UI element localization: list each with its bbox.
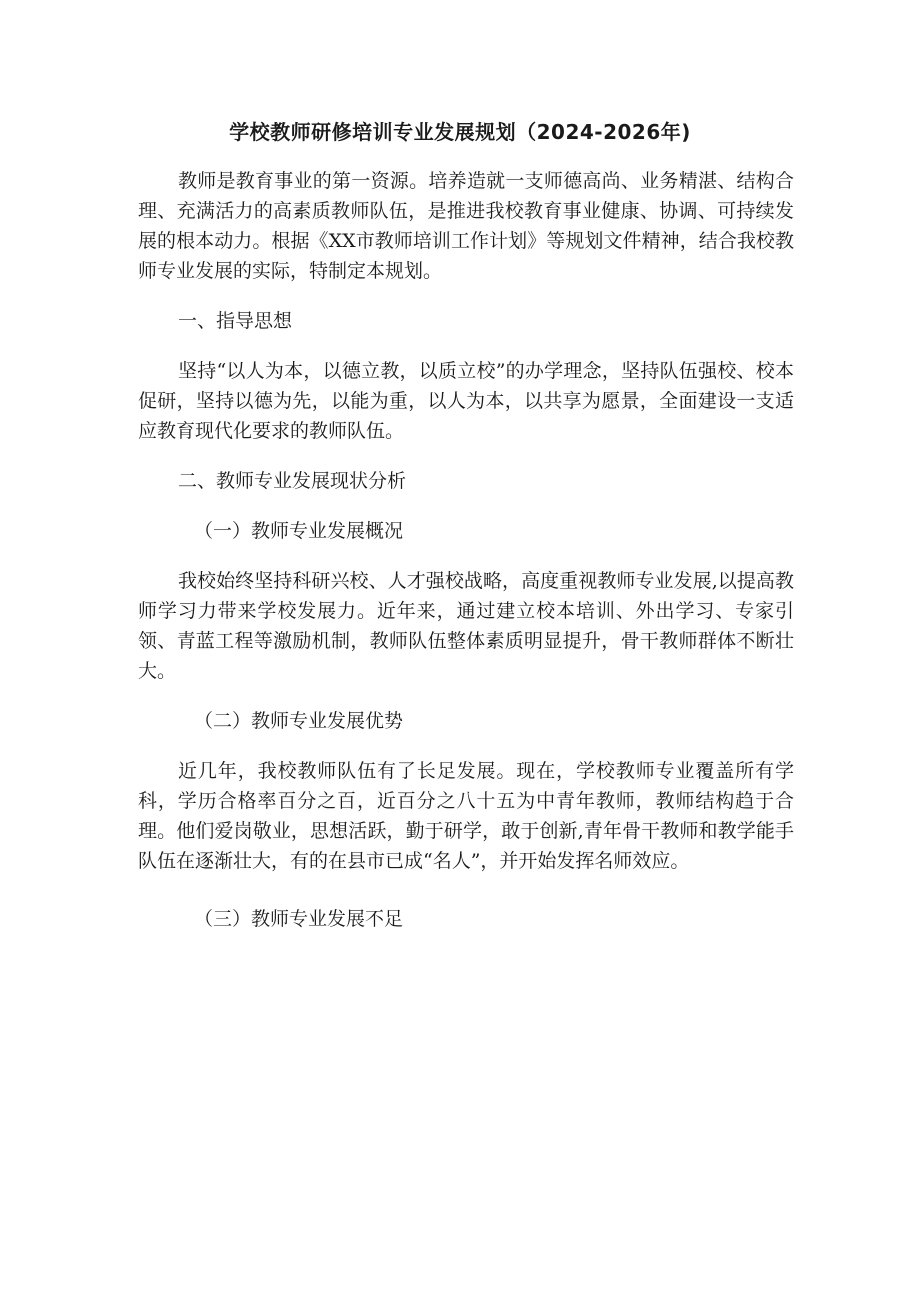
section-heading-status-analysis: 二、教师专业发展现状分析 xyxy=(178,470,407,492)
overview-paragraph: 我校始终坚持科研兴校、人才强校战略，高度重视教师专业发展,以提高教师学习力带来学校发展力。近年来，通过建立校本培训、外出学习、专家引领、青蓝工程等激励机制，教师队伍整体素质明显提升，骨干教师群体不断壮大。 xyxy=(138,570,794,682)
subsection-heading-advantages: （二）教师专业发展优势 xyxy=(194,710,404,732)
document-body xyxy=(138,166,794,954)
intro-paragraph: 教师是教育事业的第一资源。培养造就一支师德高尚、业务精湛、结构合理、充满活力的高素质教师队伍，是推进我校教育事业健康、协调、可持续发展的根本动力。根据《XX市教师培训工作计划》等规划文件精神，结合我校教师专业发展的实际，特制定本规划。 xyxy=(138,170,794,282)
section-heading-guiding-ideology: 一、指导思想 xyxy=(178,310,293,332)
subsection-heading-overview: （一）教师专业发展概况 xyxy=(194,520,404,542)
advantages-paragraph: 近几年，我校教师队伍有了长足发展。现在，学校教师专业覆盖所有学科，学历合格率百分之百，近百分之八十五为中青年教师，教师结构趋于合理。他们爱岗敬业，思想活跃，勤于研学，敢于创新,青年骨干教师和教学能手队伍在逐渐壮大，有的在县市已成“名人”，并开始发挥名师效应。 xyxy=(138,760,794,872)
subsection-heading-shortcomings: （三）教师专业发展不足 xyxy=(194,908,404,930)
document-title: 学校教师研修培训专业发展规划（2024-2026年) xyxy=(229,120,691,144)
guiding-ideology-paragraph: 坚持“以人为本，以德立教，以质立校”的办学理念，坚持队伍强校、校本促研，坚持以德为先，以能为重，以人为本，以共享为愿景，全面建设一支适应教育现代化要求的教师队伍。 xyxy=(138,360,794,442)
